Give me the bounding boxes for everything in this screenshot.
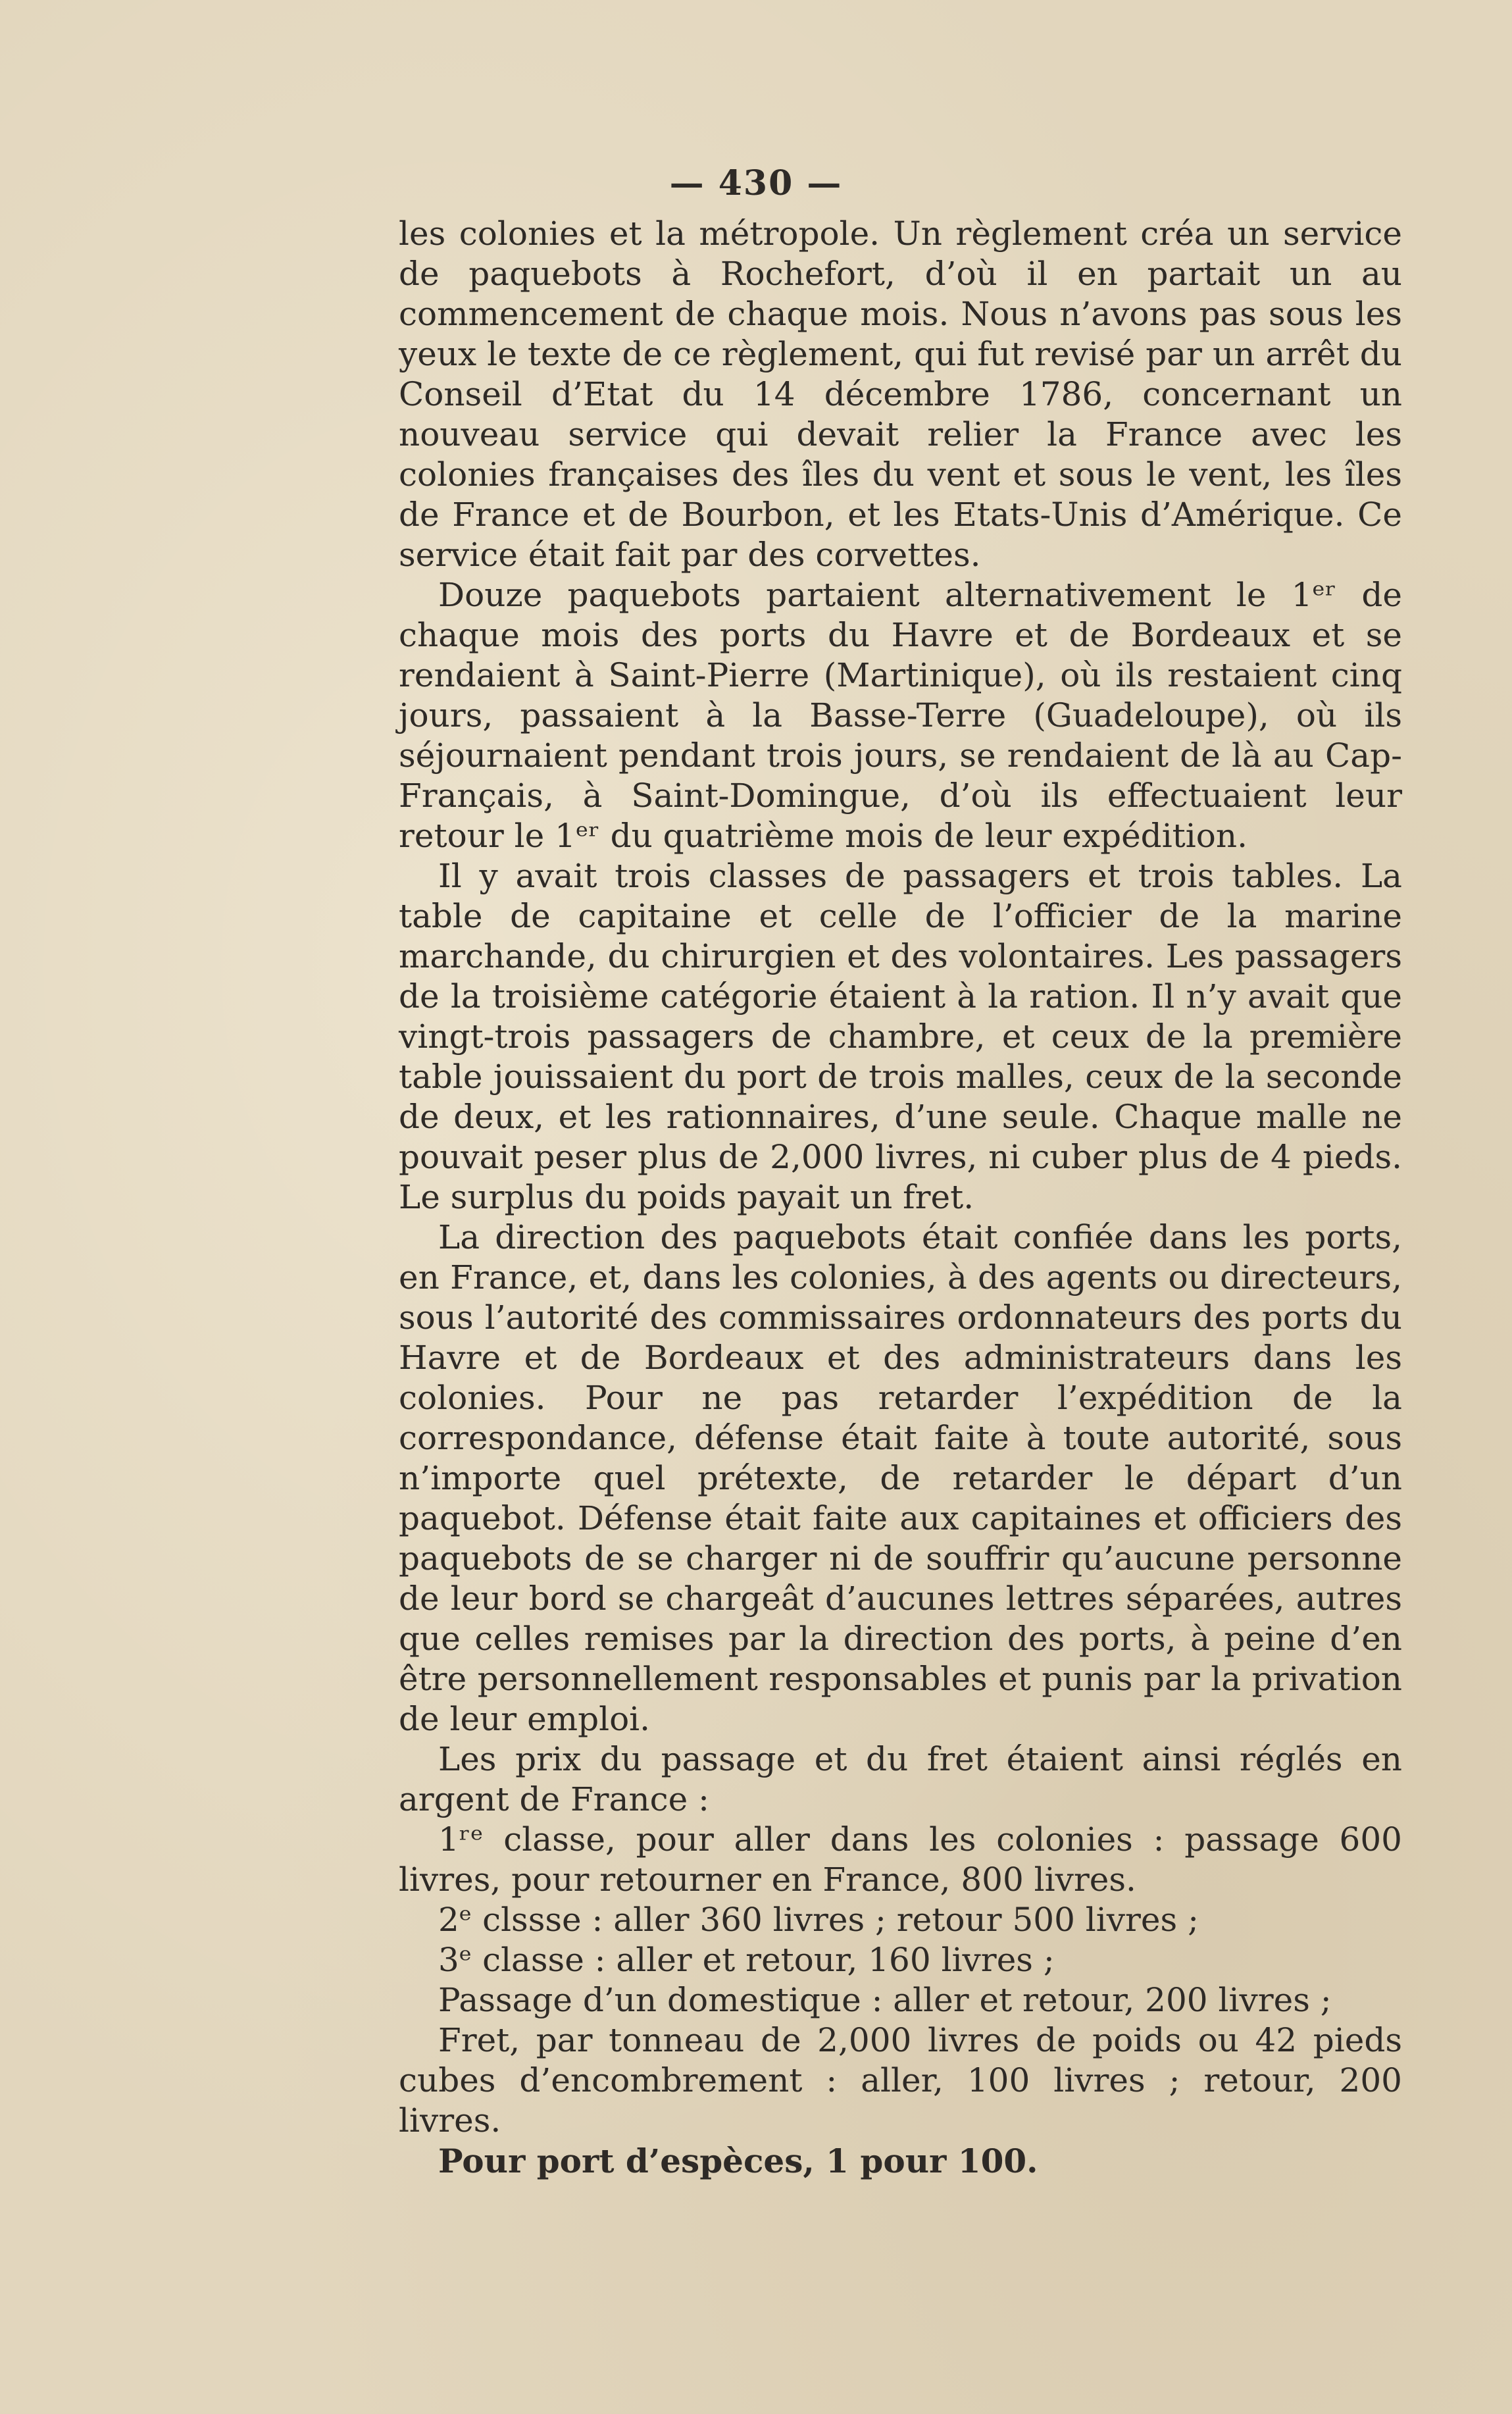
paragraph-2: Douze paquebots partaient alternativement le 1ᵉʳ de chaque mois des ports du Havre et de Bordeaux et se rendaient à Saint-Pierre (Martinique), où ils restaient cinq jours, passaient à la Basse-Terre (Guadeloupe), où ils séjournaient pendant trois jours, se rendaient de là au Cap-Français, à Saint-Domingue, d’où ils effectuaient leur retour le 1ᵉʳ du quatrième mois de leur expédition. xyxy=(399,576,1402,855)
paragraph-1: les colonies et la métropole. Un règlement créa un service de paquebots à Rochefort, d’où il en partait un au commencement de chaque mois. Nous n’avons pas sous les yeux le texte de ce règlement, qui fut revisé par un arrêt du Conseil d’Etat du 14 décembre 1786, concernant un nouveau service qui devait relier la France avec les colonies françaises des îles du vent et sous le vent, les îles de France et de Bourbon, et les Etats-Unis d’Amérique. Ce service était fait par des corvettes. xyxy=(399,215,1402,574)
page-number: — 430 — xyxy=(669,163,843,203)
paragraph-5: Les prix du passage et du fret étaient ainsi réglés en argent de France : xyxy=(399,1740,1402,1818)
price-specie: Pour port d’espèces, 1 pour 100. xyxy=(438,2142,1038,2180)
price-third-class: 3ᵉ classe : aller et retour, 160 livres ; xyxy=(438,1941,1055,1979)
price-first-class: 1ʳᵉ classe, pour aller dans les colonies : passage 600 livres, pour retourner en France, 800 livres. xyxy=(399,1820,1402,1899)
price-freight: Fret, par tonneau de 2,000 livres de poids ou 42 pieds cubes d’encombrement : aller, 100 livres ; retour, 200 livres. xyxy=(399,2021,1402,2140)
price-domestic: Passage d’un domestique : aller et retour, 200 livres ; xyxy=(438,1981,1332,2019)
price-second-class: 2ᵉ clssse : aller 360 livres ; retour 500 livres ; xyxy=(438,1901,1199,1939)
paragraph-3: Il y avait trois classes de passagers et trois tables. La table de capitaine et celle de l’officier de la marine marchande, du chirurgien et des volontaires. Les passagers de la troisième catégorie étaient à la ration. Il n’y avait que vingt-trois passagers de chambre, et ceux de la première table jouissaient du port de trois malles, ceux de la seconde de deux, et les rationnaires, d’une seule. Chaque malle ne pouvait peser plus de 2,000 livres, ni cuber plus de 4 pieds. Le surplus du poids payait un fret. xyxy=(399,857,1402,1216)
paragraph-4: La direction des paquebots était confiée dans les ports, en France, et, dans les colonies, à des agents ou directeurs, sous l’autorité des commissaires ordonnateurs des ports du Havre et de Bordeaux et des administrateurs dans les colonies. Pour ne pas retarder l’expédition de la correspondance, défense était faite à toute autorité, sous n’importe quel prétexte, de retarder le départ d’un paquebot. Défense était faite aux capitaines et officiers des paquebots de se charger ni de souffrir qu’aucune personne de leur bord se chargeât d’aucunes lettres séparées, autres que celles remises par la direction des ports, à peine d’en être personnellement responsables et punis par la privation de leur emploi. xyxy=(399,1218,1402,1738)
body-text xyxy=(399,214,1402,2181)
